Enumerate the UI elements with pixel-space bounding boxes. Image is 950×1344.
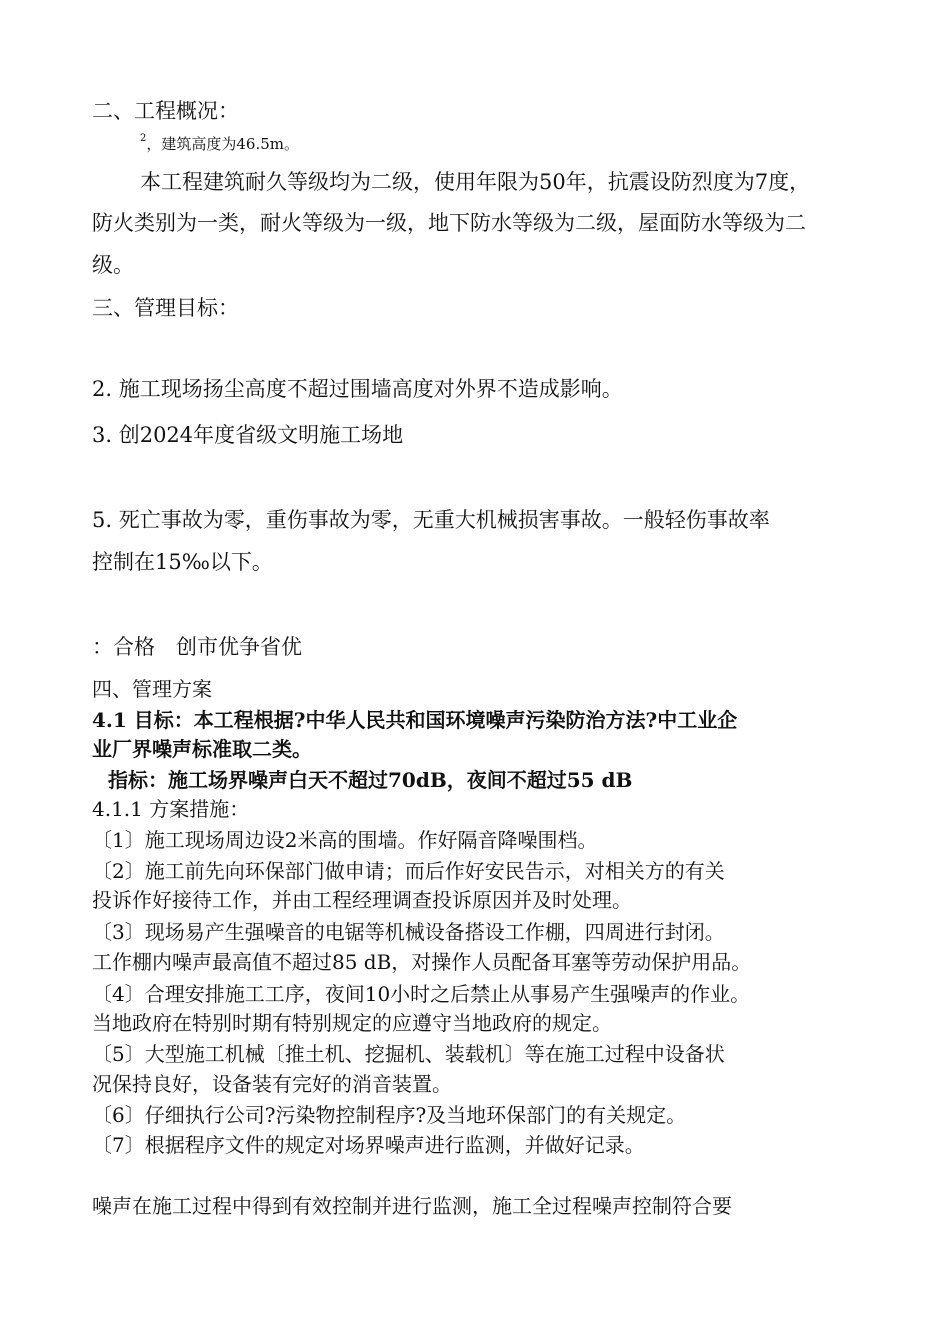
building-area-line: [140, 124, 299, 159]
goal-item-2: 2. 施工现场扬尘高度不超过围墙高度对外界不造成影响。: [92, 377, 623, 401]
measure-7: 〔7〕根据程序文件的规定对场界噪声进行监测，并做好记录。: [92, 1133, 645, 1157]
measure-1: 〔1〕施工现场周边设2米高的围墙。作好隔音降噪围档。: [92, 828, 598, 852]
goal-item-5-line-1: 5. 死亡事故为零，重伤事故为零，无重大机械损害事故。一般轻伤事故率: [92, 508, 770, 532]
section2-para-line-1: 本工程建筑耐久等级均为二级，使用年限为50年，抗震设防烈度为7度，: [140, 170, 811, 194]
building-height-text: ，建筑高度为46.5m。: [146, 135, 299, 153]
area-superscript: 2: [140, 133, 147, 144]
section3-heading: 三、管理目标：: [92, 296, 239, 320]
section4-heading: 四、管理方案: [92, 677, 212, 701]
measure-4-line-1: 〔4〕合理安排施工工序，夜间10小时之后禁止从事易产生强噪声的作业。: [92, 982, 751, 1006]
measure-5-line-2: 况保持良好，设备装有完好的消音装置。: [92, 1072, 452, 1096]
noise-index-line: 指标：施工场界噪声白天不超过70dB，夜间不超过55 dB: [108, 768, 633, 792]
measure-4-line-2: 当地政府在特别时期有特别规定的应遵守当地政府的规定。: [92, 1011, 612, 1035]
goal-item-5-line-2: 控制在15‰以下。: [92, 550, 273, 574]
section-4-1-line-1: 4.1 目标：本工程根据?中华人民共和国环境噪声污染防治方法?中工业企: [92, 708, 738, 732]
measure-3-line-1: 〔3〕现场易产生强噪音的电锯等机械设备搭设工作棚，四周进行封闭。: [92, 920, 725, 944]
measure-2-line-1: 〔2〕施工前先向环保部门做申请；而后作好安民告示，对相关方的有关: [92, 859, 725, 883]
final-paragraph-line-1: 噪声在施工过程中得到有效控制并进行监测，施工全过程噪声控制符合要: [92, 1194, 732, 1218]
measure-2-line-2: 投诉作好接待工作，并由工程经理调查投诉原因并及时处理。: [92, 888, 632, 912]
section-4-1-1-heading: 4.1.1 方案措施：: [92, 797, 250, 821]
measure-6: 〔6〕仔细执行公司?污染物控制程序?及当地环保部门的有关规定。: [92, 1103, 687, 1127]
section2-heading: 二、工程概况：: [92, 99, 239, 123]
quality-goal-line: ：合格 创市优争省优: [92, 635, 302, 659]
section-4-1-line-2: 业厂界噪声标准取二类。: [92, 737, 312, 761]
measure-3-line-2: 工作棚内噪声最高值不超过85 dB，对操作人员配备耳塞等劳动保护用品。: [92, 950, 752, 974]
measure-5-line-1: 〔5〕大型施工机械〔推土机、挖掘机、装载机〕等在施工过程中设备状: [92, 1042, 725, 1066]
goal-item-3: 3. 创2024年度省级文明施工场地: [92, 423, 404, 447]
section2-para-line-3: 级。: [92, 253, 134, 277]
section2-para-line-2: 防火类别为一类，耐火等级为一级，地下防水等级为二级，屋面防水等级为二: [92, 211, 806, 235]
